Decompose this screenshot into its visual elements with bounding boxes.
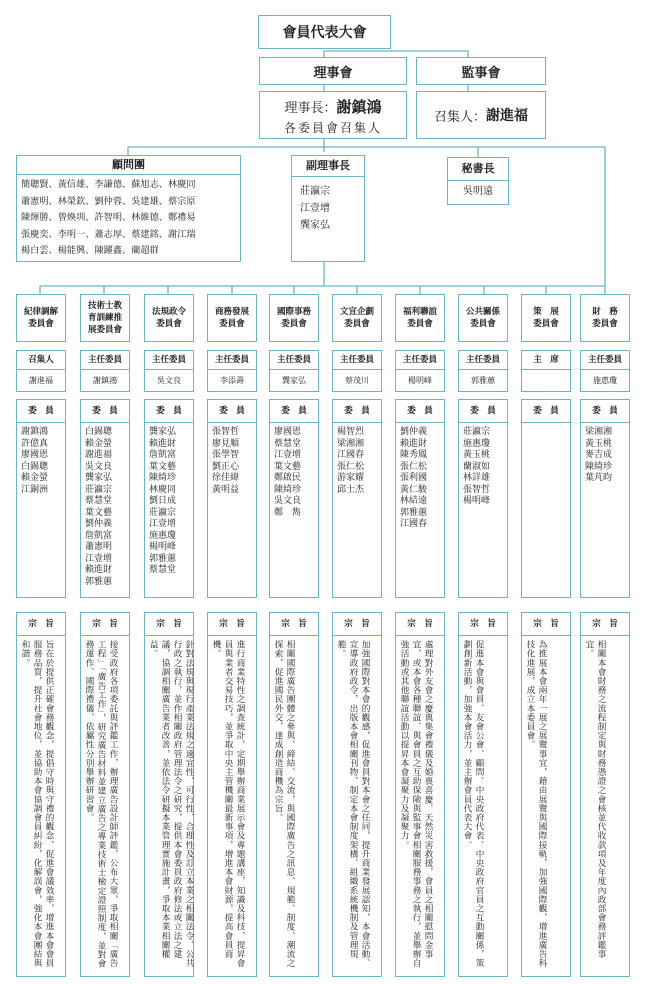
committee-member: 龔家弘 bbox=[149, 427, 177, 437]
committee-title-line: 文宣企劃 bbox=[339, 307, 374, 317]
committee-title-box bbox=[521, 294, 571, 342]
committee-members-label: 委 員 bbox=[581, 400, 629, 423]
committee-head-box bbox=[395, 350, 445, 392]
committee-purpose-text: 相關本會財務之流程制定與財務憑證之會核並代收款項及年度內政部會務評鑑事宜。 bbox=[584, 640, 606, 959]
committee-member: 江國春 bbox=[400, 519, 428, 529]
committee-title-line: 紀律調解 bbox=[23, 307, 58, 317]
committee-purpose-box bbox=[332, 612, 382, 977]
committee-purpose-box bbox=[269, 612, 319, 977]
committee-members-label: 委 員 bbox=[17, 400, 65, 423]
committee-members-label: 委 員 bbox=[145, 400, 193, 423]
committee-member: 莊瀛宗 bbox=[463, 427, 491, 437]
committee-member: 邱士杰 bbox=[337, 484, 365, 495]
committee-purpose-label: 宗 旨 bbox=[459, 613, 507, 636]
board-box bbox=[259, 57, 407, 85]
committee-purpose-box bbox=[80, 612, 130, 977]
committee-member: 黃明益 bbox=[212, 484, 240, 495]
committee-members-list bbox=[522, 423, 570, 427]
supervisors-label: 監事會 bbox=[461, 65, 501, 81]
committee-role: 主任委員 bbox=[270, 351, 318, 370]
committee-member: 許億真 bbox=[21, 438, 49, 449]
committee-member: 江銅洲 bbox=[21, 484, 49, 495]
committee-member: 吳文良 bbox=[85, 461, 113, 472]
committee-member: 鄭 雋 bbox=[274, 507, 302, 518]
committee-purpose-label: 宗 旨 bbox=[81, 613, 129, 636]
committee-title-line: 展委員會 bbox=[87, 325, 122, 335]
committee-member: 楊明峰 bbox=[149, 542, 177, 552]
committee-member: 廖見順 bbox=[212, 438, 240, 449]
committee-member: 江壹增 bbox=[149, 519, 177, 529]
committee-member: 莊瀛宗 bbox=[149, 507, 177, 518]
committee-members-box bbox=[521, 399, 571, 598]
vice-chairman-name: 江壹增 bbox=[300, 203, 330, 214]
advisors-list bbox=[17, 175, 240, 262]
committee-head-box bbox=[269, 350, 319, 392]
committee-member: 陳綺珍 bbox=[149, 473, 177, 483]
committee-member: 白錫聰 bbox=[21, 461, 49, 472]
committee-title bbox=[592, 306, 618, 330]
committee-title-box bbox=[16, 294, 66, 342]
committee-purpose-text: 加強國際對本會的觀感，促進會員對本會之任同，提升商業發展認知，本會活動、宣導政府政令，出版本會相關刊物，制定本會制度架構、組織系統機制及管理規範。 bbox=[336, 640, 370, 968]
committee-member: 楊明峰 bbox=[463, 496, 491, 506]
advisors-box bbox=[16, 155, 241, 262]
committee-member: 賴進財 bbox=[149, 438, 177, 449]
committee-member: 張學智 bbox=[212, 450, 240, 460]
committee-title-line: 育訓練推 bbox=[87, 313, 122, 323]
committee-members-label: 委 員 bbox=[459, 400, 507, 423]
committee-member: 郭雅蕙 bbox=[149, 553, 177, 564]
committee-title-line: 委員會 bbox=[592, 319, 618, 329]
committee-member: 蕭憲明 bbox=[85, 542, 113, 552]
committee-role: 主任委員 bbox=[81, 351, 129, 370]
committee-members-list bbox=[396, 423, 444, 531]
convener-label: 召集人： bbox=[433, 109, 486, 125]
committee-members-label: 委 員 bbox=[270, 400, 318, 423]
committee-role: 主任委員 bbox=[459, 351, 507, 370]
committee-member: 梁湘湘 bbox=[585, 427, 613, 437]
committee-member: 謝鎮鴻 bbox=[21, 427, 49, 437]
committee-members-list bbox=[208, 423, 256, 496]
committee-purpose-label: 宗 旨 bbox=[270, 613, 318, 636]
committee-members-list bbox=[81, 423, 129, 588]
committee-members-list bbox=[270, 423, 318, 519]
committee-title-line: 委員會 bbox=[28, 319, 54, 329]
advisor-line: 陳煇勝、曾煥圳、許智明、林維德、鄭禮易 bbox=[21, 212, 196, 223]
committee-member: 賴金螢 bbox=[85, 438, 113, 449]
advisor-line: 張慶奕、李明一、蕭志厚、蔡建銘、謝江瑞 bbox=[21, 228, 196, 240]
committee-title-box bbox=[395, 294, 445, 342]
committee-head-box bbox=[207, 350, 257, 392]
committee-title-line: 公共關係 bbox=[465, 307, 500, 317]
board-label: 理事會 bbox=[313, 65, 353, 81]
vice-chairman-box bbox=[291, 155, 365, 262]
committee-title-box bbox=[580, 294, 630, 342]
committee-title-line: 商務發展 bbox=[214, 307, 249, 317]
committee-title bbox=[340, 306, 374, 330]
convener-name: 謝進福 bbox=[486, 108, 528, 124]
committee-member: 賴金螢 bbox=[21, 473, 49, 483]
committee-member: 楊智烈 bbox=[337, 427, 365, 437]
committee-member: 游家耀 bbox=[337, 473, 365, 483]
member-assembly-box bbox=[258, 15, 391, 49]
committee-title-line: 委員會 bbox=[156, 319, 182, 329]
committee-member: 葉文藝 bbox=[85, 507, 113, 518]
committee-member: 白錫聰 bbox=[85, 427, 113, 437]
member-assembly-label: 會員代表大會 bbox=[282, 25, 367, 41]
committee-members-box bbox=[16, 399, 66, 598]
committee-purpose-label: 宗 旨 bbox=[17, 613, 65, 636]
committee-members-label: 委 員 bbox=[522, 400, 570, 423]
committee-member: 吳文良 bbox=[274, 496, 302, 506]
committee-member: 劉仲義 bbox=[85, 519, 113, 529]
committee-member: 賴進財 bbox=[85, 565, 113, 575]
committee-title-line: 技術士教 bbox=[87, 301, 122, 311]
committee-members-label: 委 員 bbox=[333, 400, 381, 423]
committee-members-box bbox=[144, 399, 194, 598]
committee-head-box bbox=[332, 350, 382, 392]
committee-head-box bbox=[458, 350, 508, 392]
secretary-name: 吳明遠 bbox=[463, 186, 493, 197]
committee-title bbox=[152, 306, 186, 330]
advisor-line: 楊白雲、楊能興、陳躍鑫、藺超群 bbox=[21, 245, 159, 256]
committee-purpose-label: 宗 旨 bbox=[396, 613, 444, 636]
committee-purpose-text: 為推展本會兩年一展之展覽事宜，藉由展覽與國際接軌，加強國際觀，增進廣告科技化進展，成立本委員會。 bbox=[525, 640, 547, 968]
committee-member: 施惠瓊 bbox=[463, 438, 491, 449]
committee-member: 劉仲義 bbox=[400, 427, 428, 437]
committee-title bbox=[403, 306, 437, 330]
committee-purpose-text: 進行商業特性之調查統計，定期舉辦商業展示會及專題講座，知識及科技，提昇會員與業者交易技巧，並爭取中央主管機關最新事項，增進本會財源，提高會員商機。 bbox=[211, 640, 245, 968]
committee-member: 黃玉桃 bbox=[585, 438, 613, 449]
committee-head-name: 吳文良 bbox=[157, 376, 181, 385]
committee-purpose-box bbox=[580, 612, 630, 977]
committee-title-box bbox=[332, 294, 382, 342]
committee-member: 郭雅蕙 bbox=[400, 507, 428, 518]
vice-chairman-list bbox=[292, 177, 364, 240]
vice-chairman-title: 副理事長 bbox=[292, 156, 364, 177]
committee-title-line: 委員會 bbox=[219, 319, 245, 329]
committee-member: 張仁松 bbox=[400, 461, 428, 472]
committee-title bbox=[277, 306, 311, 330]
committee-head-name: 李添壽 bbox=[220, 376, 244, 385]
committee-purpose-label: 宗 旨 bbox=[145, 613, 193, 636]
advisor-line: 簡聰賢、黃信雄、李謙德、蘇旭志、林慶同 bbox=[21, 179, 196, 190]
committee-purpose-text: 旨在於提供正確會務觀念，提倡守時與守禮的觀念，促進會議效率，增進本會會員服務品質，提升社會地位，並協助本會協調會員糾紛，化解誤會，強化本會團結與和諧。 bbox=[20, 640, 54, 968]
committee-title-line: 國際事務 bbox=[276, 307, 311, 317]
committee-title bbox=[466, 306, 500, 330]
committee-member: 陳秀鳳 bbox=[400, 450, 428, 460]
committee-role: 主 席 bbox=[522, 351, 570, 370]
committee-head-box bbox=[580, 350, 630, 392]
committee-member: 葉文藝 bbox=[149, 461, 177, 472]
vice-chairman-name: 莊瀛宗 bbox=[300, 186, 330, 197]
committee-title-box bbox=[144, 294, 194, 342]
committee-role: 主任委員 bbox=[208, 351, 256, 370]
committee-member: 林結遠 bbox=[400, 496, 428, 506]
committee-title-line: 福利聯誼 bbox=[402, 307, 437, 317]
committee-purpose-label: 宗 旨 bbox=[208, 613, 256, 636]
committee-head-box bbox=[521, 350, 571, 392]
committee-title bbox=[24, 306, 58, 330]
committee-purpose-text: 接受政府各項委託與評鑑工作，辦理廣告設計師評鑑，公布大眾，爭取相關「廣告工程」「廣告工作」，研究廣告材料並建立廣告之專業技術士檢定證照制度，並對會務運作、國際禮儀、依屬性分別舉辦研習會。 bbox=[84, 640, 118, 969]
committee-title-box bbox=[207, 294, 257, 342]
committee-member: 龔家弘 bbox=[85, 473, 113, 483]
committee-members-list bbox=[333, 423, 381, 496]
committee-purpose-box bbox=[395, 612, 445, 977]
committee-members-list bbox=[581, 423, 629, 485]
committee-role: 主任委員 bbox=[396, 351, 444, 370]
committee-head-name: 蔡茂川 bbox=[345, 376, 369, 385]
committee-members-list bbox=[459, 423, 507, 508]
advisors-title: 顧問團 bbox=[17, 156, 240, 175]
committee-purpose-text: 針對法規與現行產業法規之適宜性、可行性、合理性及訂立本業之相關法令、公共行政之執行，並作相關政府管理法令之研究，提供本會委員政府修法或立法之建議，協調相關廣告業者改善，並依法令研擬本業管理實施計畫，爭取本業相關權益。 bbox=[148, 640, 194, 968]
committee-role: 召集人 bbox=[17, 351, 65, 370]
advisor-line: 蕭憲明、林榮欽、劉仲蓉、吳建雄、蔡宗原 bbox=[21, 195, 196, 207]
committee-member: 麥吉成 bbox=[585, 450, 613, 460]
committee-member: 蔡慧堂 bbox=[149, 565, 177, 575]
committee-title bbox=[533, 306, 559, 330]
convener-box bbox=[416, 91, 546, 139]
committee-member: 黃仁駿 bbox=[400, 484, 428, 495]
committee-members-box bbox=[269, 399, 319, 598]
committee-member: 郭雅蕙 bbox=[85, 576, 113, 587]
chairman-box bbox=[259, 91, 407, 139]
committee-head-name: 謝鎮鴻 bbox=[93, 376, 117, 385]
committee-title-line: 財 務 bbox=[592, 307, 618, 317]
committee-head-name: 施惠瓊 bbox=[593, 376, 617, 385]
committee-head-name: 楊明峰 bbox=[408, 376, 432, 385]
committee-members-box bbox=[80, 399, 130, 598]
committee-member: 林慶同 bbox=[149, 484, 177, 495]
committee-title-line: 委員會 bbox=[344, 319, 370, 329]
committee-member: 林詳雄 bbox=[463, 473, 491, 483]
committee-member: 張智哲 bbox=[212, 427, 240, 437]
committee-member: 廖國恩 bbox=[274, 427, 302, 437]
committee-member: 賴進財 bbox=[400, 438, 428, 449]
committee-member: 張仁松 bbox=[337, 461, 365, 472]
committee-purpose-text: 處理對外友會之慶典集會禮儀及婚喪喜慶、天然災害救援，會員之相關慰問金事宜，或本會各種聯誼、與會員之互助保險與監事會相關服務事務之執行，並舉辦自強活動或其他聯誼活動以提昇本會凝聚力及凝聚力。 bbox=[399, 640, 433, 968]
committee-members-box bbox=[332, 399, 382, 598]
committee-member: 劉正心 bbox=[212, 461, 240, 472]
committee-member: 廖國恩 bbox=[21, 450, 49, 460]
committee-head-box bbox=[80, 350, 130, 392]
committee-purpose-box bbox=[458, 612, 508, 977]
committee-title-line: 策 展 bbox=[533, 307, 559, 317]
committee-purpose-text: 相關國際廣告團體之參與、締結、交流，與國際廣告之訊息、規範、制度、潮流之探索，促進國民外交，達成創造商機為宗旨。 bbox=[273, 640, 295, 968]
committee-member: 張利國 bbox=[400, 473, 428, 483]
committee-role: 主任委員 bbox=[333, 351, 381, 370]
committee-member: 江壹增 bbox=[274, 450, 302, 460]
committee-member: 陳綺珍 bbox=[274, 484, 302, 495]
committee-members-box bbox=[395, 399, 445, 598]
chairman-label: 理事長： bbox=[284, 101, 337, 116]
committee-member: 蔡慧堂 bbox=[85, 496, 113, 506]
chairman-subtitle: 各委員會召集人 bbox=[283, 121, 382, 135]
committee-members-list bbox=[145, 423, 193, 577]
committee-head-name: 龔家弘 bbox=[282, 376, 306, 385]
committee-member: 蘭淑如 bbox=[463, 461, 491, 472]
chairman-name: 謝鎮鴻 bbox=[336, 98, 382, 116]
committee-members-box bbox=[458, 399, 508, 598]
committee-member: 徐佳緯 bbox=[212, 473, 240, 483]
committee-member: 江壹增 bbox=[85, 553, 113, 564]
committee-member: 張智哲 bbox=[463, 484, 491, 495]
committee-title-box bbox=[458, 294, 508, 342]
committee-purpose-box bbox=[207, 612, 257, 977]
committee-title-box bbox=[269, 294, 319, 342]
committee-member: 莊瀛宗 bbox=[85, 484, 113, 495]
committee-title-line: 法規政令 bbox=[151, 307, 186, 317]
committee-member: 詹凱富 bbox=[149, 450, 177, 460]
committee-purpose-label: 宗 旨 bbox=[581, 613, 629, 636]
committee-member: 葉文藝 bbox=[274, 461, 302, 472]
committee-title-line: 委員會 bbox=[407, 319, 433, 329]
committee-member: 江國春 bbox=[337, 450, 365, 460]
committee-member: 陳綺珍 bbox=[585, 461, 613, 472]
committee-head-name: 郭雅蕙 bbox=[471, 376, 495, 385]
committee-role: 主任委員 bbox=[145, 351, 193, 370]
chairman-line bbox=[260, 96, 406, 117]
committee-member: 蔡慧堂 bbox=[274, 438, 302, 449]
committee-member: 葉芃昀 bbox=[585, 473, 613, 483]
committee-member: 謝進福 bbox=[85, 450, 113, 460]
committee-title bbox=[88, 300, 122, 336]
committee-members-box bbox=[580, 399, 630, 598]
committee-title bbox=[215, 306, 249, 330]
committee-head-box bbox=[16, 350, 66, 392]
committee-members-box bbox=[207, 399, 257, 598]
committee-head-name: 謝進福 bbox=[29, 376, 53, 385]
committee-title-line: 委員會 bbox=[533, 319, 559, 329]
committee-member: 鄭啟民 bbox=[274, 473, 302, 483]
committee-member: 梁湘湘 bbox=[337, 438, 365, 449]
committee-purpose-text: 促進本會與會員、友會公會、顧問、中央政府代表、中央政府官員之互動關係，策劃創新活動，加強本會活力，並主辦會員代表大會。 bbox=[462, 640, 484, 968]
committee-members-label: 委 員 bbox=[208, 400, 256, 423]
committee-member: 劉日成 bbox=[149, 496, 177, 506]
committee-members-list bbox=[17, 423, 65, 496]
committee-purpose-box bbox=[16, 612, 66, 977]
committee-member: 黃玉桃 bbox=[463, 450, 491, 460]
committee-title-line: 委員會 bbox=[470, 319, 496, 329]
committee-member: 施惠瓊 bbox=[149, 530, 177, 541]
committee-title-line: 委員會 bbox=[281, 319, 307, 329]
committee-members-label: 委 員 bbox=[81, 400, 129, 423]
committee-purpose-box bbox=[521, 612, 571, 977]
committee-purpose-label: 宗 旨 bbox=[522, 613, 570, 636]
committee-member: 詹凱富 bbox=[85, 530, 113, 541]
committee-members-label: 委 員 bbox=[396, 400, 444, 423]
committee-purpose-box bbox=[144, 612, 194, 977]
committee-title-box bbox=[80, 294, 130, 342]
vice-chairman-name: 龔家弘 bbox=[300, 220, 330, 231]
secretary-box bbox=[447, 157, 509, 205]
committee-head-box bbox=[144, 350, 194, 392]
committee-purpose-label: 宗 旨 bbox=[333, 613, 381, 636]
committee-role: 主任委員 bbox=[581, 351, 629, 370]
supervisors-box bbox=[416, 57, 546, 85]
secretary-title: 秘書長 bbox=[448, 158, 508, 181]
